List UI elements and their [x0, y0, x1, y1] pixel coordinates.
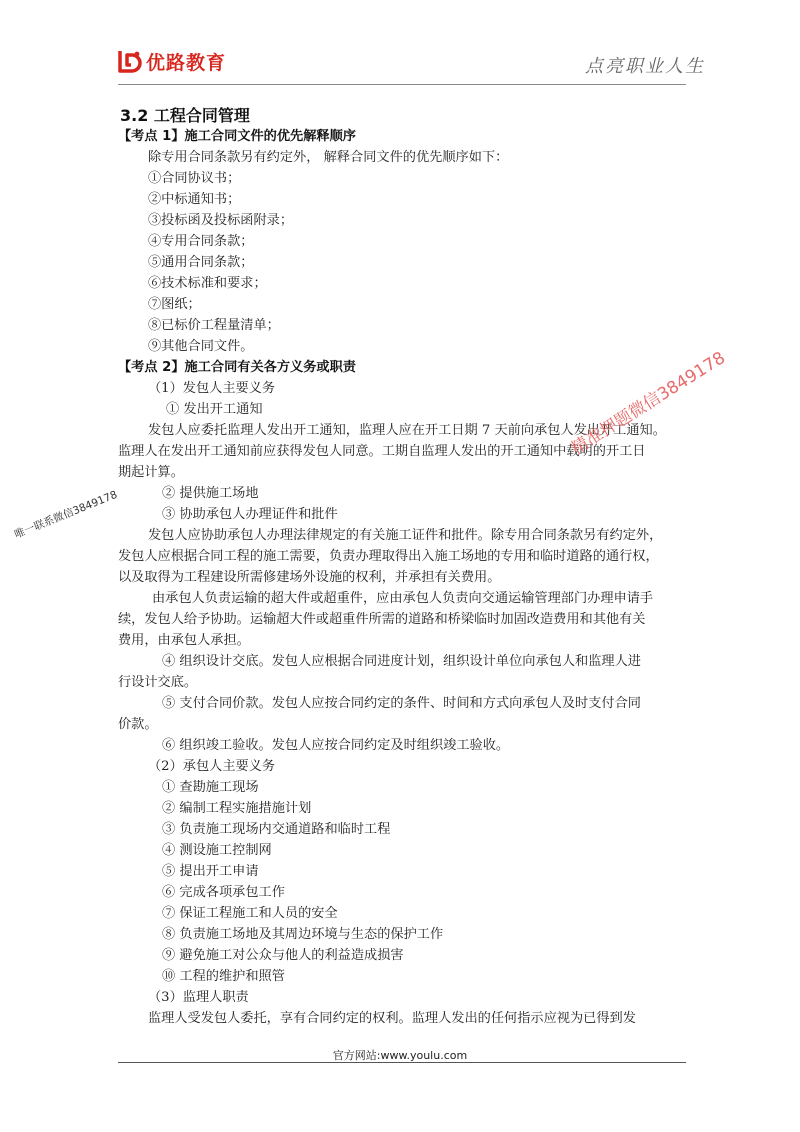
paragraph-line: 费用，由承包人承担。: [118, 633, 250, 648]
section-title: 3.2 工程合同管理: [120, 106, 250, 125]
paragraph-line: 期起计算。: [118, 465, 184, 480]
list-item: ⑧已标价工程量清单；: [148, 318, 280, 333]
list-item: ②中标通知书；: [148, 192, 241, 207]
list-item: ⑦图纸；: [148, 297, 201, 312]
exam-point-heading: 【考点 2】施工合同有关各方义务或职责: [118, 360, 356, 375]
footer-divider: [118, 1062, 686, 1063]
document-body: [118, 126, 696, 1029]
paragraph-line: 发包人应协助承包人办理法律规定的有关施工证件和批件。除专用合同条款另有约定外，: [148, 528, 663, 543]
paragraph-line: 续，发包人给予协助。运输超大件或超重件所需的道路和桥梁临时加固改造费用和其他有关: [118, 612, 646, 627]
paragraph-line: 除专用合同条款另有约定外， 解释合同文件的优先顺序如下：: [148, 150, 509, 165]
paragraph-line: 价款。: [118, 717, 158, 732]
footer-website: 官方网站:www.youlu.com: [332, 1049, 468, 1062]
list-item: ⑨其他合同文件。: [148, 339, 254, 354]
header-divider: [118, 84, 686, 85]
paragraph-line: 行设计交底。: [118, 675, 198, 690]
paragraph-line: 由承包人负责运输的超大件或超重件，应由承包人负责向交通运输管理部门办理申请手: [152, 591, 654, 606]
header-slogan: 点亮职业人生: [585, 56, 705, 77]
subsection-heading: （3）监理人职责: [148, 990, 249, 1005]
list-item: ④ 测设施工控制网: [162, 843, 272, 858]
list-item: ① 发出开工通知: [166, 402, 263, 417]
list-item: ④ 组织设计交底。发包人应根据合同进度计划，组织设计单位向承包人和监理人进: [162, 654, 641, 669]
subsection-heading: （1）发包人主要义务: [148, 381, 276, 396]
list-item: ③ 负责施工现场内交通道路和临时工程: [162, 822, 391, 837]
youlu-logo-icon: [118, 49, 142, 75]
subsection-heading: （2）承包人主要义务: [148, 759, 276, 774]
paragraph-line: 发包人应委托监理人发出开工通知，监理人应在开工日期 7 天前向承包人发出开工通知。: [148, 423, 666, 438]
list-item: ⑤通用合同条款；: [148, 255, 254, 270]
list-item: ③投标函及投标函附录；: [148, 213, 294, 228]
list-item: ② 编制工程实施措施计划: [162, 801, 312, 816]
list-item: ⑦ 保证工程施工和人员的安全: [162, 906, 338, 921]
paragraph-line: 监理人在发出开工通知前应获得发包人同意。工期自监理人发出的开工通知中载明的开工日: [118, 444, 646, 459]
list-item: ② 提供施工场地: [162, 486, 259, 501]
exam-point-heading: 【考点 1】施工合同文件的优先解释顺序: [118, 129, 356, 144]
list-item: ⑩ 工程的维护和照管: [162, 969, 285, 984]
watermark-right: 精准押题微信3849178: [567, 348, 729, 460]
list-item: ⑥技术标准和要求；: [148, 276, 267, 291]
list-item: ④专用合同条款；: [148, 234, 254, 249]
paragraph-line: 以及取得为工程建设所需修建场外设施的权利，并承担有关费用。: [118, 570, 501, 585]
list-item: ① 查勘施工现场: [162, 780, 259, 795]
list-item: ⑧ 负责施工场地及其周边环境与生态的保护工作: [162, 927, 444, 942]
list-item: ⑤ 提出开工申请: [162, 864, 259, 879]
brand-name: 优路教育: [146, 52, 227, 74]
paragraph-line: 发包人应根据合同工程的施工需要，负责办理取得出入施工场地的专用和临时道路的通行权，: [118, 549, 659, 564]
list-item: ⑥ 组织竣工验收。发包人应按合同约定及时组织竣工验收。: [162, 738, 510, 753]
list-item: ①合同协议书；: [148, 171, 241, 186]
list-item: ⑨ 避免施工对公众与他人的利益造成损害: [162, 948, 404, 963]
list-item: ③ 协助承包人办理证件和批件: [162, 507, 338, 522]
list-item: ⑥ 完成各项承包工作: [162, 885, 285, 900]
watermark-left: 唯一联系微信3849178: [12, 488, 120, 541]
list-item: ⑤ 支付合同价款。发包人应按合同约定的条件、时间和方式向承包人及时支付合同: [162, 696, 641, 711]
paragraph-line: 监理人受发包人委托，享有合同约定的权利。监理人发出的任何指示应视为已得到发: [148, 1011, 636, 1026]
brand-logo: [118, 48, 226, 75]
